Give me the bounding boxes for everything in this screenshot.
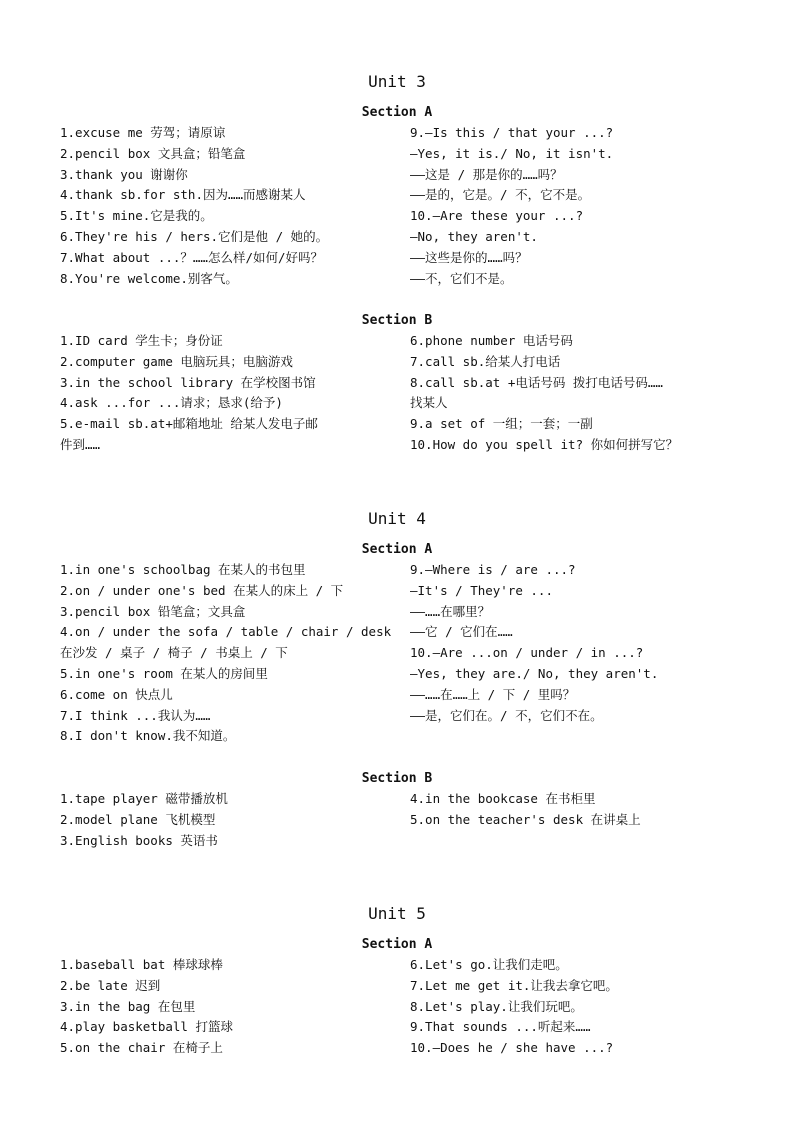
- vocab-item: ——……在……上 / 下 / 里吗？: [410, 686, 576, 702]
- unit-5-section-a-right-column: [410, 955, 760, 1059]
- unit-5-title: Unit 5: [368, 904, 426, 923]
- vocab-item: 7.I think ...我认为……: [60, 707, 211, 723]
- unit-3-title: Unit 3: [368, 72, 426, 91]
- unit-4-section-b-title: Section B: [361, 771, 433, 786]
- unit-4-section-b-right-column: [410, 789, 760, 831]
- vocab-item: 10.—Are ...on / under / in ...?: [410, 645, 644, 661]
- vocab-item: 4.thank sb.for sth.因为……而感谢某人: [60, 187, 306, 203]
- vocab-item: 6.They're his / hers.它们是他 / 她的。: [60, 228, 329, 244]
- vocab-item: —It's / They're ...: [410, 582, 553, 598]
- vocab-item: 6.Let's go.让我们走吧。: [410, 957, 568, 972]
- unit-3-section-a-left-column: [60, 123, 400, 289]
- vocab-item: 5.on the chair 在椅子上: [60, 1040, 223, 1056]
- vocab-item: 4.ask ...for ...请求；恳求(给予): [60, 395, 283, 411]
- vocab-item: 7.Let me get it.让我去拿它吧。: [410, 977, 618, 993]
- vocab-item: 3.in the school library 在学校图书馆: [60, 374, 316, 390]
- vocab-item: 3.in the bag 在包里: [60, 998, 196, 1014]
- unit-3-section-b-title: Section B: [361, 313, 433, 328]
- vocab-item: 找某人: [410, 395, 448, 411]
- vocab-item: —Yes, they are./ No, they aren't.: [410, 665, 659, 681]
- vocab-item: 3.thank you 谢谢你: [60, 166, 188, 182]
- unit-5-section-a-title: Section A: [361, 937, 433, 952]
- vocab-item: ——不，它们不是。: [410, 270, 513, 286]
- vocab-item: 9.—Is this / that your ...?: [410, 125, 614, 140]
- vocab-item: 8.You're welcome.别客气。: [60, 270, 238, 286]
- vocab-item: 3.English books 英语书: [60, 832, 218, 848]
- unit-4-section-a-right-column: [410, 560, 760, 726]
- unit-4-section-b-left-column: [60, 789, 400, 851]
- vocab-item: 5.e-mail sb.at+邮箱地址 给某人发电子邮: [60, 416, 318, 432]
- unit-4-section-a-left-column: [60, 560, 400, 747]
- vocab-item: 在沙发 / 桌子 / 椅子 / 书桌上 / 下: [60, 645, 288, 661]
- vocab-item: 2.be late 迟到: [60, 977, 161, 993]
- vocab-item: ——这些是你的……吗？: [410, 249, 528, 265]
- unit-4-title: Unit 4: [368, 509, 426, 528]
- vocab-item: 10.—Are these your ...?: [410, 208, 584, 224]
- vocab-item: 7.call sb.给某人打电话: [410, 353, 561, 369]
- vocab-item: 9.That sounds ...听起来……: [410, 1019, 591, 1035]
- vocab-item: 5.It's mine.它是我的。: [60, 208, 213, 224]
- vocab-item: 8.call sb.at +电话号码 拨打电话号码……: [410, 374, 663, 390]
- vocab-item: 1.baseball bat 棒球球棒: [60, 957, 223, 972]
- vocab-item: 2.computer game 电脑玩具；电脑游戏: [60, 353, 293, 369]
- vocab-item: 5.on the teacher's desk 在讲桌上: [410, 811, 641, 827]
- vocab-item: 1.in one's schoolbag 在某人的书包里: [60, 562, 306, 577]
- vocab-item: —No, they aren't.: [410, 228, 538, 244]
- vocab-item: —Yes, it is./ No, it isn't.: [410, 145, 614, 161]
- vocab-item: 5.in one's room 在某人的房间里: [60, 665, 268, 681]
- vocab-item: 4.on / under the sofa / table / chair / desk: [60, 624, 392, 640]
- vocab-item: 2.model plane 飞机模型: [60, 811, 216, 827]
- vocab-item: 4.play basketball 打篮球: [60, 1019, 233, 1035]
- vocab-item: ——它 / 它们在……: [410, 624, 513, 640]
- vocab-item: 1.ID card 学生卡；身份证: [60, 333, 223, 348]
- vocab-item: 8.Let's play.让我们玩吧。: [410, 998, 583, 1014]
- unit-3-section-b-left-column: [60, 331, 400, 456]
- vocab-item: ——是，它们在。/ 不，它们不在。: [410, 707, 603, 723]
- vocab-item: 2.on / under one's bed 在某人的床上 / 下: [60, 582, 344, 598]
- vocab-item: 8.I don't know.我不知道。: [60, 728, 236, 744]
- vocab-item: ——是的，它是。/ 不，它不是。: [410, 187, 591, 203]
- vocab-item: 9.—Where is / are ...?: [410, 562, 576, 577]
- unit-3-section-a-right-column: [410, 123, 760, 289]
- unit-5-section-a-left-column: [60, 955, 400, 1059]
- vocab-item: 件到……: [60, 436, 101, 452]
- vocab-item: 9.a set of 一组；一套；一副: [410, 416, 593, 432]
- unit-3-section-b-right-column: [410, 331, 760, 456]
- vocab-item: 6.phone number 电话号码: [410, 333, 573, 348]
- vocab-item: ——……在哪里？: [410, 603, 491, 619]
- unit-4-section-a-title: Section A: [361, 542, 433, 557]
- vocab-item: ——这是 / 那是你的……吗？: [410, 166, 563, 182]
- vocab-item: 7.What about ...？……怎么样/如何/好吗？: [60, 249, 324, 265]
- vocab-item: 10.—Does he / she have ...?: [410, 1040, 614, 1056]
- vocab-item: 1.excuse me 劳驾；请原谅: [60, 125, 226, 140]
- vocab-item: 3.pencil box 铅笔盒；文具盒: [60, 603, 246, 619]
- vocab-item: 1.tape player 磁带播放机: [60, 791, 228, 806]
- vocab-item: 2.pencil box 文具盒；铅笔盒: [60, 145, 246, 161]
- unit-3-section-a-title: Section A: [361, 105, 433, 120]
- vocab-item: 6.come on 快点儿: [60, 686, 173, 702]
- vocab-item: 4.in the bookcase 在书柜里: [410, 791, 596, 806]
- vocab-item: 10.How do you spell it? 你如何拼写它？: [410, 436, 679, 452]
